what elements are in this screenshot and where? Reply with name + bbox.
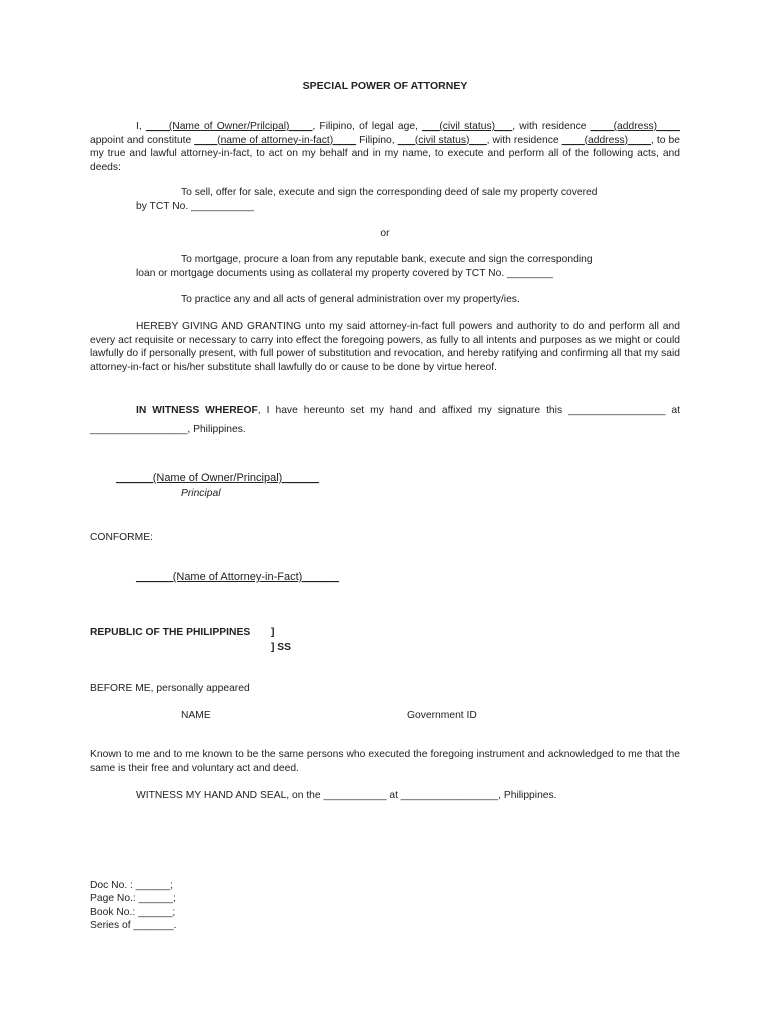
witness-whereof-heading: IN WITNESS WHEREOF <box>136 405 258 416</box>
witness-line-2: _________________, Philippines. <box>90 424 246 435</box>
intro-text: , to be my true and lawful attorney-in-fact, to act on my behalf and in my name, to execute and perform all of the following acts, and deeds: <box>90 134 681 173</box>
book-number: Book No.: ______; <box>90 907 176 918</box>
document-title: SPECIAL POWER OF ATTORNEY <box>302 80 468 92</box>
hereby-paragraph: HEREBY GIVING AND GRANTING unto my said attorney-in-fact full powers and authority to do and perform all and every act requisite or necessary to carry into effect the foregoing powers, as fully to all intents and purposes as we might or could lawfully do if personally present, with full power of substitution and revocation, and hereby ratifying and confirming all that my said attorney-in-fact or his/her substitute shall lawfully do or cause to be done by virtue hereof. <box>90 321 680 373</box>
intro-text: I, <box>136 121 146 132</box>
name-column-header: NAME <box>181 710 211 721</box>
series-of: Series of _______. <box>90 920 177 931</box>
administration-act: To practice any and all acts of general administration over my property/ies. <box>181 294 520 305</box>
acknowledgment-paragraph: Known to me and to me known to be the same persons who executed the foregoing instrument and acknowledged to me that the same is their free and voluntary act and deed. <box>90 749 680 774</box>
address-blank: ____(address)____ <box>590 121 681 132</box>
sell-act-line-2: by TCT No. ___________ <box>136 201 255 212</box>
government-id-column-header: Government ID <box>407 710 477 721</box>
venue-bracket-ss: ] SS <box>271 642 292 653</box>
witness-text: , I have hereunto set my hand and affixed my signature this _________________ at <box>257 405 680 416</box>
venue-bracket-1: ] <box>271 627 275 638</box>
intro-text: , Filipino, of legal age, <box>312 121 423 132</box>
intro-text: appoint and constitute <box>90 134 195 146</box>
doc-number: Doc No. : ______; <box>90 880 173 891</box>
republic-venue: REPUBLIC OF THE PHILIPPINES <box>90 627 251 638</box>
before-me-text: BEFORE ME, personally appeared <box>90 683 250 694</box>
sell-act-line-1: To sell, offer for sale, execute and sign the corresponding deed of sale my property covered <box>181 187 598 198</box>
address-blank: ____(address)____ <box>561 134 651 146</box>
witness-seal-text: WITNESS MY HAND AND SEAL, on the ___________ at _________________, Philippines. <box>136 790 557 801</box>
intro-paragraph <box>90 120 680 174</box>
owner-name-blank: ____(Name of Owner/Prilcipal)____ <box>145 121 313 132</box>
mortgage-act-line-2: loan or mortgage documents using as collateral my property covered by TCT No. ________ <box>136 268 553 279</box>
principal-role: Principal <box>181 488 221 499</box>
intro-text: Filipino, <box>356 134 398 146</box>
intro-text: , with residence <box>486 134 562 146</box>
attorney-signature-name: ______(Name of Attorney-in-Fact)______ <box>136 571 340 583</box>
principal-signature-name: ______(Name of Owner/Principal)______ <box>116 472 320 484</box>
intro-text: , with residence <box>512 121 591 132</box>
page-number: Page No.: ______; <box>90 893 176 904</box>
witness-paragraph <box>90 404 680 418</box>
attorney-name-blank: ____(name of attorney-in-fact)____ <box>194 134 357 146</box>
civil-status-blank: ___(civil status)___ <box>397 134 487 146</box>
conforme-label: CONFORME: <box>90 532 153 543</box>
mortgage-act-line-1: To mortgage, procure a loan from any reputable bank, execute and sign the corresponding <box>181 254 593 265</box>
or-text: or <box>380 228 390 239</box>
civil-status-blank: ___(civil status)___ <box>422 121 513 132</box>
